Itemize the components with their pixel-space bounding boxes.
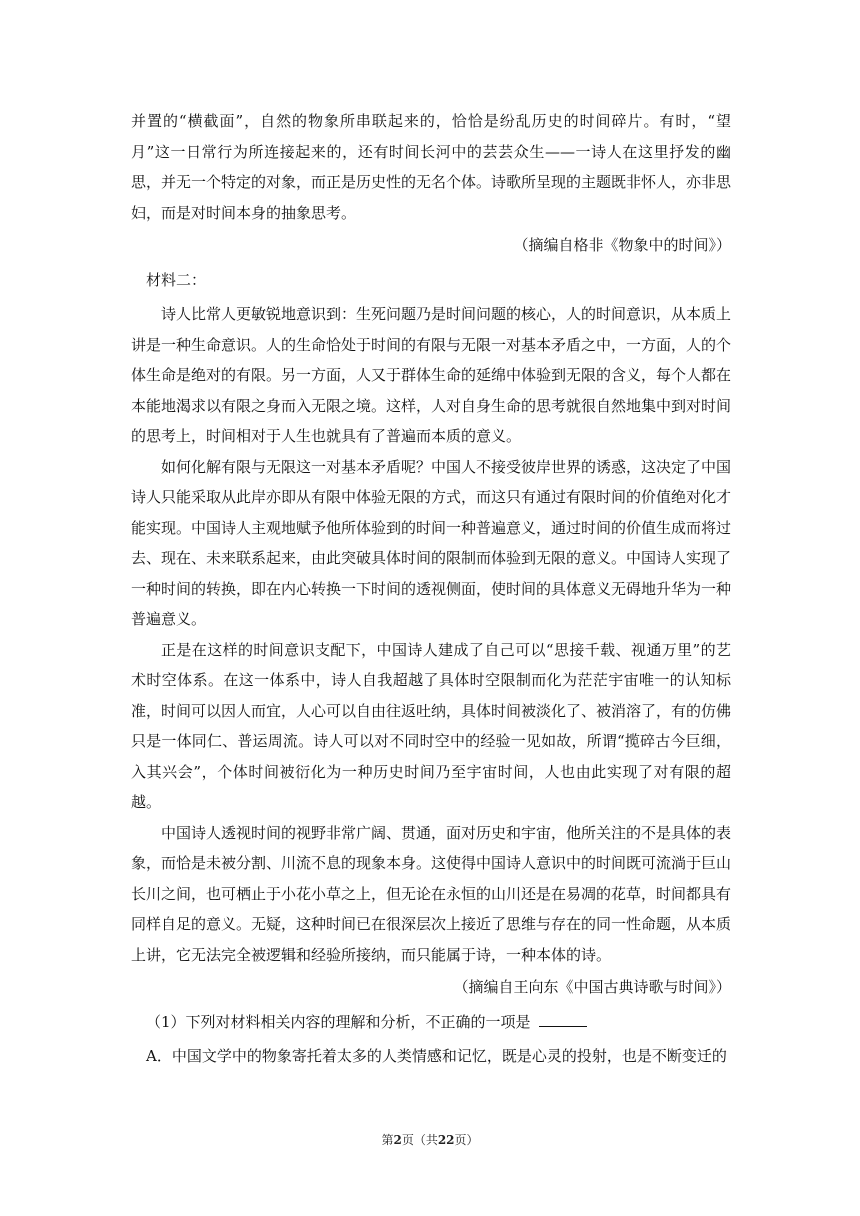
material2-paragraph-1: 诗人比常人更敏锐地意识到：生死问题乃是时间问题的核心，人的时间意识，从本质上讲是一种生命意识。人的生命恰处于时间的有限与无限一对基本矛盾之中，一方面，人的个体生命是绝对的有限。另一方面，人又于群体生命的延绵中体验到无限的含义，每个人都在本能地渴求以有限之身而入无限之境。这样，人对自身生命的思考就很自然地集中到对时间的思考上，时间相对于人生也就具有了普遍而本质的意义。 [131,305,732,445]
footer-page-number: 2 [393,1133,402,1147]
page-body [131,106,731,1072]
question-1 [131,1007,731,1038]
material2-heading: 材料二： [146,270,207,289]
answer-blank[interactable] [539,1012,587,1027]
material2-paragraph-4: 中国诗人透视时间的视野非常广阔、贯通，面对历史和宇宙，他所关注的不是具体的表象，而恰是未被分割、川流不息的现象本身。这使得中国诗人意识中的时间既可流淌于巨山长川之间，也可栖止于小花小草之上，但无论在永恒的山川还是在易凋的花草，时间都具有同样自足的意义。无疑，这种时间已在很深层次上接近了思维与存在的同一性命题，从本质上讲，它无法完全被逻辑和经验所接纳，而只能属于诗，一种本体的诗。 [131,823,732,964]
material2-paragraph-2: 如何化解有限与无限这一对基本矛盾呢？中国人不接受彼岸世界的诱惑，这决定了中国诗人只能采取从此岸亦即从有限中体验无限的方式，而这只有通过有限时间的价值绝对化才能实现。中国诗人主观地赋予他所体验到的时间一种普遍意义，通过时间的价值生成而将过去、现在、未来联系起来，由此突破具体时间的限制而体验到无限的意义。中国诗人实现了一种时间的转换，即在内心转换一下时间的透视侧面，使时间的具体意义无碍地升华为一种普遍意义。 [131,457,732,628]
page-footer [0,1131,860,1149]
material2-paragraph-3: 正是在这样的时间意识支配下，中国诗人建成了自己可以“思接千载、视通万里”的艺术时空体系。在这一体系中，诗人自我超越了具体时空限制而化为茫茫宇宙唯一的认知标准，时间可以因人而宜，人心可以自由往返吐纳，具体时间被淡化了、被消溶了，有的仿佛只是一体同仁、普运周流。诗人可以对不同时空中的经验一见如故，所谓“揽碎古今巨细，入其兴会”，个体时间被衍化为一种历史时间乃至宇宙时间，人也由此实现了对有限的超越。 [131,640,732,811]
option-a: A．中国文学中的物象寄托着太多的人类情感和记忆，既是心灵的投射，也是不断变迁的 [146,1047,727,1065]
footer-total-pages: 22 [437,1133,455,1147]
material1-tail-paragraph: 并置的“横截面”，自然的物象所串联起来的，恰恰是纷乱历史的时间碎片。有时，“望月”这一日常行为所连接起来的，还有时间长河中的芸芸众生——一诗人在这里抒发的幽思，并无一个特定的对象，而正是历史性的无名个体。诗歌所呈现的主题既非怀人，亦非思妇，而是对时间本身的抽象思考。 [131,112,732,222]
material1-source: （摘编自格非《物象中的时间》） [513,236,731,254]
material2-source: （摘编自王向东《中国古典诗歌与时间》） [453,978,731,996]
footer-prefix: 第 [381,1133,394,1147]
question-1-stem: （1）下列对材料相关内容的理解和分析，不正确的一项是 [146,1012,531,1031]
footer-suffix: 页） [454,1133,479,1147]
footer-middle: 页（共 [401,1133,438,1147]
